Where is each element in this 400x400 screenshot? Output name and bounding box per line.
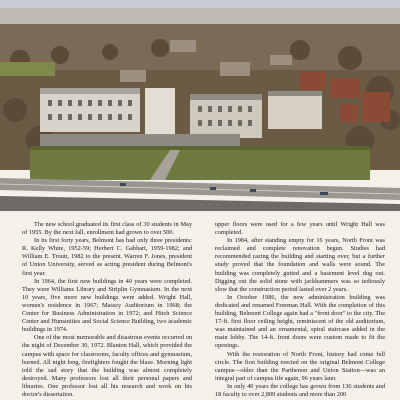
far-field [0, 62, 55, 76]
parking-area [40, 134, 240, 146]
paragraph: One of the most memorable and disastrous events occurred on the night of December 30, 1972. Blanton Hall, which provided the campus with space for classrooms, faculty offices and gymnasium, burned. All night long, firefighters fought the blaze. Morning light told the sad story that the building was almost completely destroyed. Many professors lost all their personal papers and libraries. One professor lost all his research and work on his doctor's dissertation. [22, 334, 192, 398]
paragraph: In 1964, the first new buildings in 40 years were completed. They were Williams Library and Striplin Gymnasium. In the next 10 years, five more new buildings were added. Wright Hall, women's residence in 1967; Massey Auditorium in 1968; the Center for Business Administration in 1972; and Hitch Science Center and Humanities and Social Science Building, two academic buildings in 1974. [22, 277, 192, 334]
left-column [22, 221, 192, 400]
front-lawn [30, 146, 370, 180]
right-column [215, 221, 385, 400]
paragraph: The new school graduated its first class of 30 students in May of 1955. By the next fall, enrollment had grown to over 500. [22, 221, 192, 237]
paragraph: With the restoration of North Front, history had come full circle. The first building erected on the original Belmont College campus—older than the Parthenon and Union Station—was an integral part of campus life again, 96 years later. [215, 350, 385, 382]
paragraph: upper floors were used for a few years until Wright Hall was completed. [215, 221, 385, 237]
paragraph: In 1984, after standing empty for 16 years, North Front was reclaimed and complete renovation begun. Studies had recommended razing the building and starting over, but a further study proved that the foundation and walls were sound. The building was completely gutted and a basement level dug out. Digging out the solid stone with jackhammers was so tediously slow that the construction period lasted over 2 years. [215, 237, 385, 293]
paragraph: In only 40 years the college has grown from 136 students and 18 faculty to over 2,800 students and more than 200 [215, 382, 385, 398]
paragraph: In its first forty years, Belmont has had only three presidents: R. Kelly White, 1952-59; Herbert C. Gabhart, 1959-1982; and William E. Troutt, 1982 to the present. Warren F. Jones, president of Union University, served as acting president during Belmont's first year. [22, 237, 192, 277]
paragraph: In October 1986, the new administration building was dedicated and renamed Freeman Hall. With the completion of this building, Belmont College again had a "front door" to the city. The 17-ft. first floor ceiling height, reminiscent of the old auditorium, was maintained and an ornamental, spiral staircase added in the main lobby. The 14-ft. front doors were custom made to fit the openings. [215, 293, 385, 350]
article-body [0, 211, 400, 400]
